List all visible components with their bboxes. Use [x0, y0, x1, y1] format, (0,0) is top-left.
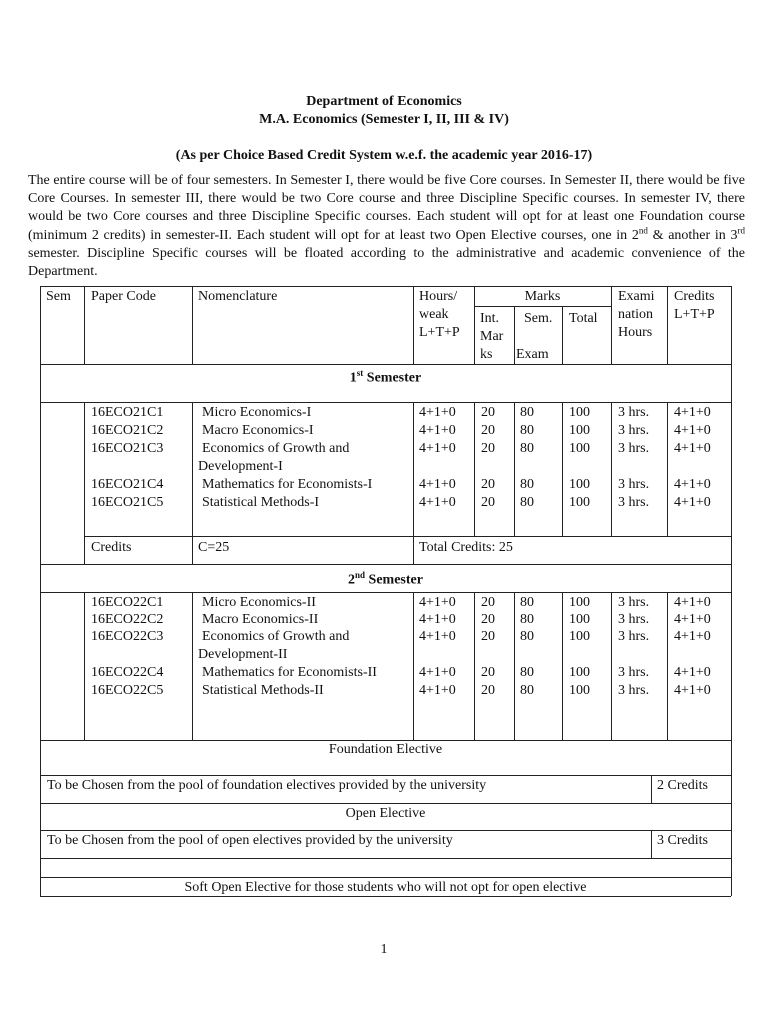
semester-1-title: 1st Semester	[349, 368, 422, 386]
col-header-int-2: Mar	[480, 329, 504, 344]
total-marks: 100	[569, 477, 590, 492]
open-elective-title: Open Elective	[345, 806, 426, 821]
course-name: Statistical Methods-II	[202, 683, 324, 698]
course-name-cont: Development-II	[198, 647, 288, 662]
sem-exam-marks: 80	[520, 405, 534, 420]
exam-hours: 3 hrs.	[618, 441, 650, 456]
credits: 4+1+0	[674, 423, 711, 438]
credits: 4+1+0	[674, 595, 711, 610]
col-header-credits-2: L+T+P	[674, 307, 715, 322]
soft-open-elective-title: Soft Open Elective for those students who will not opt for open elective	[184, 880, 587, 895]
int-marks: 20	[481, 629, 495, 644]
semester-2-title: 2nd Semester	[348, 570, 423, 588]
col-header-marks: Marks	[524, 289, 561, 304]
hours: 4+1+0	[419, 629, 456, 644]
int-marks: 20	[481, 405, 495, 420]
total-marks: 100	[569, 629, 590, 644]
department-title: Department of Economics	[306, 94, 462, 109]
sem-exam-marks: 80	[520, 423, 534, 438]
sem-exam-marks: 80	[520, 683, 534, 698]
int-marks: 20	[481, 477, 495, 492]
exam-hours: 3 hrs.	[618, 495, 650, 510]
credits-label: Credits	[91, 540, 132, 555]
open-elective-text: To be Chosen from the pool of open electives provided by the university	[47, 833, 453, 848]
intro-paragraph	[28, 172, 745, 281]
credits-value: C=25	[198, 540, 230, 555]
credits: 4+1+0	[674, 477, 711, 492]
foundation-elective-text: To be Chosen from the pool of foundation electives provided by the university	[47, 778, 487, 793]
sem-exam-marks: 80	[520, 595, 534, 610]
intro-sup-rd: rd	[737, 224, 745, 235]
course-name: Macro Economics-II	[202, 612, 319, 627]
total-marks: 100	[569, 683, 590, 698]
course-name: Mathematics for Economists-I	[202, 477, 373, 492]
col-header-sem-1: Sem.	[524, 311, 553, 326]
col-header-exam-2: nation	[618, 307, 653, 322]
course-name: Micro Economics-I	[202, 405, 312, 420]
hours: 4+1+0	[419, 683, 456, 698]
page-number: 1	[380, 942, 388, 957]
hours: 4+1+0	[419, 495, 456, 510]
sem-exam-marks: 80	[520, 441, 534, 456]
int-marks: 20	[481, 595, 495, 610]
hours: 4+1+0	[419, 405, 456, 420]
total-marks: 100	[569, 595, 590, 610]
paper-code: 16ECO22C3	[91, 629, 164, 644]
hours: 4+1+0	[419, 441, 456, 456]
col-header-credits-1: Credits	[674, 289, 715, 304]
exam-hours: 3 hrs.	[618, 665, 650, 680]
program-title: M.A. Economics (Semester I, II, III & IV)	[259, 112, 509, 127]
exam-hours: 3 hrs.	[618, 612, 650, 627]
credits: 4+1+0	[674, 612, 711, 627]
hours: 4+1+0	[419, 595, 456, 610]
course-name: Economics of Growth and	[202, 629, 350, 644]
col-header-nomenclature: Nomenclature	[198, 289, 278, 304]
paper-code: 16ECO21C5	[91, 495, 164, 510]
sem-exam-marks: 80	[520, 477, 534, 492]
hours: 4+1+0	[419, 612, 456, 627]
credits: 4+1+0	[674, 441, 711, 456]
course-name: Micro Economics-II	[202, 595, 316, 610]
col-header-hours-2: weak	[419, 307, 449, 322]
total-marks: 100	[569, 423, 590, 438]
exam-hours: 3 hrs.	[618, 629, 650, 644]
exam-hours: 3 hrs.	[618, 683, 650, 698]
cbcs-subtitle: (As per Choice Based Credit System w.e.f. the academic year 2016-17)	[175, 148, 593, 163]
sem-exam-marks: 80	[520, 612, 534, 627]
int-marks: 20	[481, 495, 495, 510]
foundation-elective-title: Foundation Elective	[328, 742, 443, 757]
total-credits: Total Credits: 25	[419, 540, 513, 555]
col-header-exam-1: Exami	[618, 289, 655, 304]
exam-hours: 3 hrs.	[618, 405, 650, 420]
col-header-sem: Sem	[46, 289, 71, 304]
total-marks: 100	[569, 405, 590, 420]
int-marks: 20	[481, 423, 495, 438]
paper-code: 16ECO21C3	[91, 441, 164, 456]
credits: 4+1+0	[674, 665, 711, 680]
total-marks: 100	[569, 441, 590, 456]
sem-exam-marks: 80	[520, 629, 534, 644]
sem-exam-marks: 80	[520, 495, 534, 510]
paper-code: 16ECO22C2	[91, 612, 164, 627]
int-marks: 20	[481, 683, 495, 698]
paper-code: 16ECO22C5	[91, 683, 164, 698]
intro-text-end: semester. Discipline Specific courses will be floated according to the administrative and academic convenience of the Department.	[28, 245, 745, 280]
paper-code: 16ECO21C1	[91, 405, 164, 420]
int-marks: 20	[481, 441, 495, 456]
credits: 4+1+0	[674, 405, 711, 420]
course-name: Statistical Methods-I	[202, 495, 320, 510]
foundation-elective-credits: 2 Credits	[657, 778, 708, 793]
open-elective-credits: 3 Credits	[657, 833, 708, 848]
col-header-int-3: ks	[480, 347, 493, 362]
col-header-paper-code: Paper Code	[91, 289, 156, 304]
credits: 4+1+0	[674, 629, 711, 644]
intro-text-mid: & another in 3	[647, 227, 738, 243]
hours: 4+1+0	[419, 423, 456, 438]
col-header-hours-3: L+T+P	[419, 325, 460, 340]
intro-sup-nd: nd	[638, 224, 648, 235]
exam-hours: 3 hrs.	[618, 423, 650, 438]
int-marks: 20	[481, 665, 495, 680]
col-header-sem-2: Exam	[516, 347, 549, 362]
course-name: Macro Economics-I	[202, 423, 314, 438]
exam-hours: 3 hrs.	[618, 595, 650, 610]
paper-code: 16ECO22C1	[91, 595, 164, 610]
credits: 4+1+0	[674, 495, 711, 510]
hours: 4+1+0	[419, 665, 456, 680]
exam-hours: 3 hrs.	[618, 477, 650, 492]
int-marks: 20	[481, 612, 495, 627]
paper-code: 16ECO22C4	[91, 665, 164, 680]
col-header-exam-3: Hours	[618, 325, 653, 340]
paper-code: 16ECO21C4	[91, 477, 164, 492]
total-marks: 100	[569, 495, 590, 510]
hours: 4+1+0	[419, 477, 456, 492]
course-name: Mathematics for Economists-II	[202, 665, 377, 680]
paper-code: 16ECO21C2	[91, 423, 164, 438]
col-header-int-1: Int.	[480, 311, 500, 326]
total-marks: 100	[569, 612, 590, 627]
sem-exam-marks: 80	[520, 665, 534, 680]
total-marks: 100	[569, 665, 590, 680]
col-header-hours-1: Hours/	[419, 289, 458, 304]
col-header-total: Total	[569, 311, 598, 326]
course-name: Economics of Growth and	[202, 441, 350, 456]
course-name-cont: Development-I	[198, 459, 283, 474]
credits: 4+1+0	[674, 683, 711, 698]
intro-text-start: The entire course will be of four semesters. In Semester I, there would be five Core courses. In Semester II, there would be five Core Courses. In semester III, there would be two Core course and three Discipline Specific courses. In semester IV, there would be two Core courses and three Discipline Specific courses. Each student will opt for at least one Foundation course (minimum 2 credits) in semester-II. Each student will opt for at least two Open Elective courses, one in 2	[28, 173, 745, 243]
